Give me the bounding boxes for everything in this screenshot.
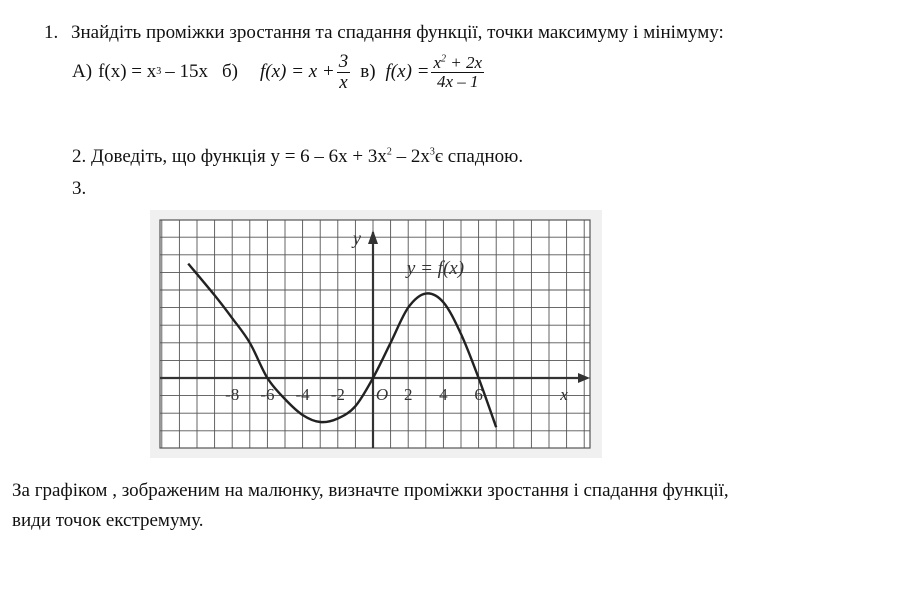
graph-svg: [150, 210, 602, 458]
task1-a-label: А): [72, 61, 93, 82]
task1-c-fraction: [431, 54, 484, 91]
task3-number: 3.: [72, 178, 87, 199]
graph-grid: [160, 220, 590, 448]
x-tick-label: 6: [474, 385, 483, 404]
x-axis-label: x: [560, 385, 568, 404]
x-tick-label: 4: [439, 385, 448, 404]
x-tick-label: -6: [260, 385, 275, 404]
y-axis-label: y: [353, 228, 361, 248]
task1-c-num-b: + 2x: [450, 52, 483, 72]
task1-b-numerator: 3: [338, 50, 349, 72]
origin-label: O: [375, 385, 389, 404]
x-tick-label: -2: [330, 385, 345, 404]
grid-frame: [160, 220, 590, 448]
task1-number: 1.: [44, 22, 59, 43]
task1-b-label: б): [222, 61, 239, 82]
task1-c-num-exp: 2: [441, 53, 447, 64]
curve-label: y = f(x): [406, 258, 465, 280]
function-graph: [150, 210, 602, 458]
task1-c-num-a: x: [433, 52, 442, 72]
task1-b-denominator: x: [339, 71, 348, 93]
task2-middle: – 2x: [396, 146, 430, 167]
task1-a-rhs: – 15x: [165, 61, 209, 82]
task1-c-lhs: f(x) =: [385, 61, 430, 82]
question-line-2: види точок екстремуму.: [12, 510, 204, 531]
x-tick-label: 2: [403, 385, 413, 404]
task1-b-fraction: [337, 52, 351, 93]
question-line-1: За графіком , зображеним на малюнку, визначте проміжки зростання і спадання функції,: [12, 480, 729, 501]
task1-heading: [44, 22, 724, 44]
task2-exp1: 2: [386, 146, 392, 158]
task2-exp2: 3: [429, 146, 435, 158]
x-tick-label: -4: [295, 385, 310, 404]
task2-prefix: 2. Доведіть, що функція y = 6 – 6x + 3x: [72, 146, 387, 167]
task2-text: [72, 146, 523, 168]
task1-a-lhs: f(x) = x: [98, 61, 157, 82]
task1-b-lhs: f(x) = x +: [260, 61, 335, 82]
task1-functions: А) f(x) = x 3 – 15x б) f(x) = x + $\frac{3}{x}$ в) f(x) = $\frac{x^2 + 2x}{4x - 1}$: [72, 50, 483, 93]
task1-c-denominator: 4x – 1: [436, 71, 479, 91]
x-tick-label: -8: [225, 385, 240, 404]
task1-c-label: в): [360, 61, 376, 82]
task1-text: Знайдіть проміжки зростання та спадання функції, точки максимуму і мінімуму:: [71, 22, 724, 43]
task2-suffix: є спадною.: [434, 146, 524, 167]
task1-c-numerator: [431, 54, 484, 73]
